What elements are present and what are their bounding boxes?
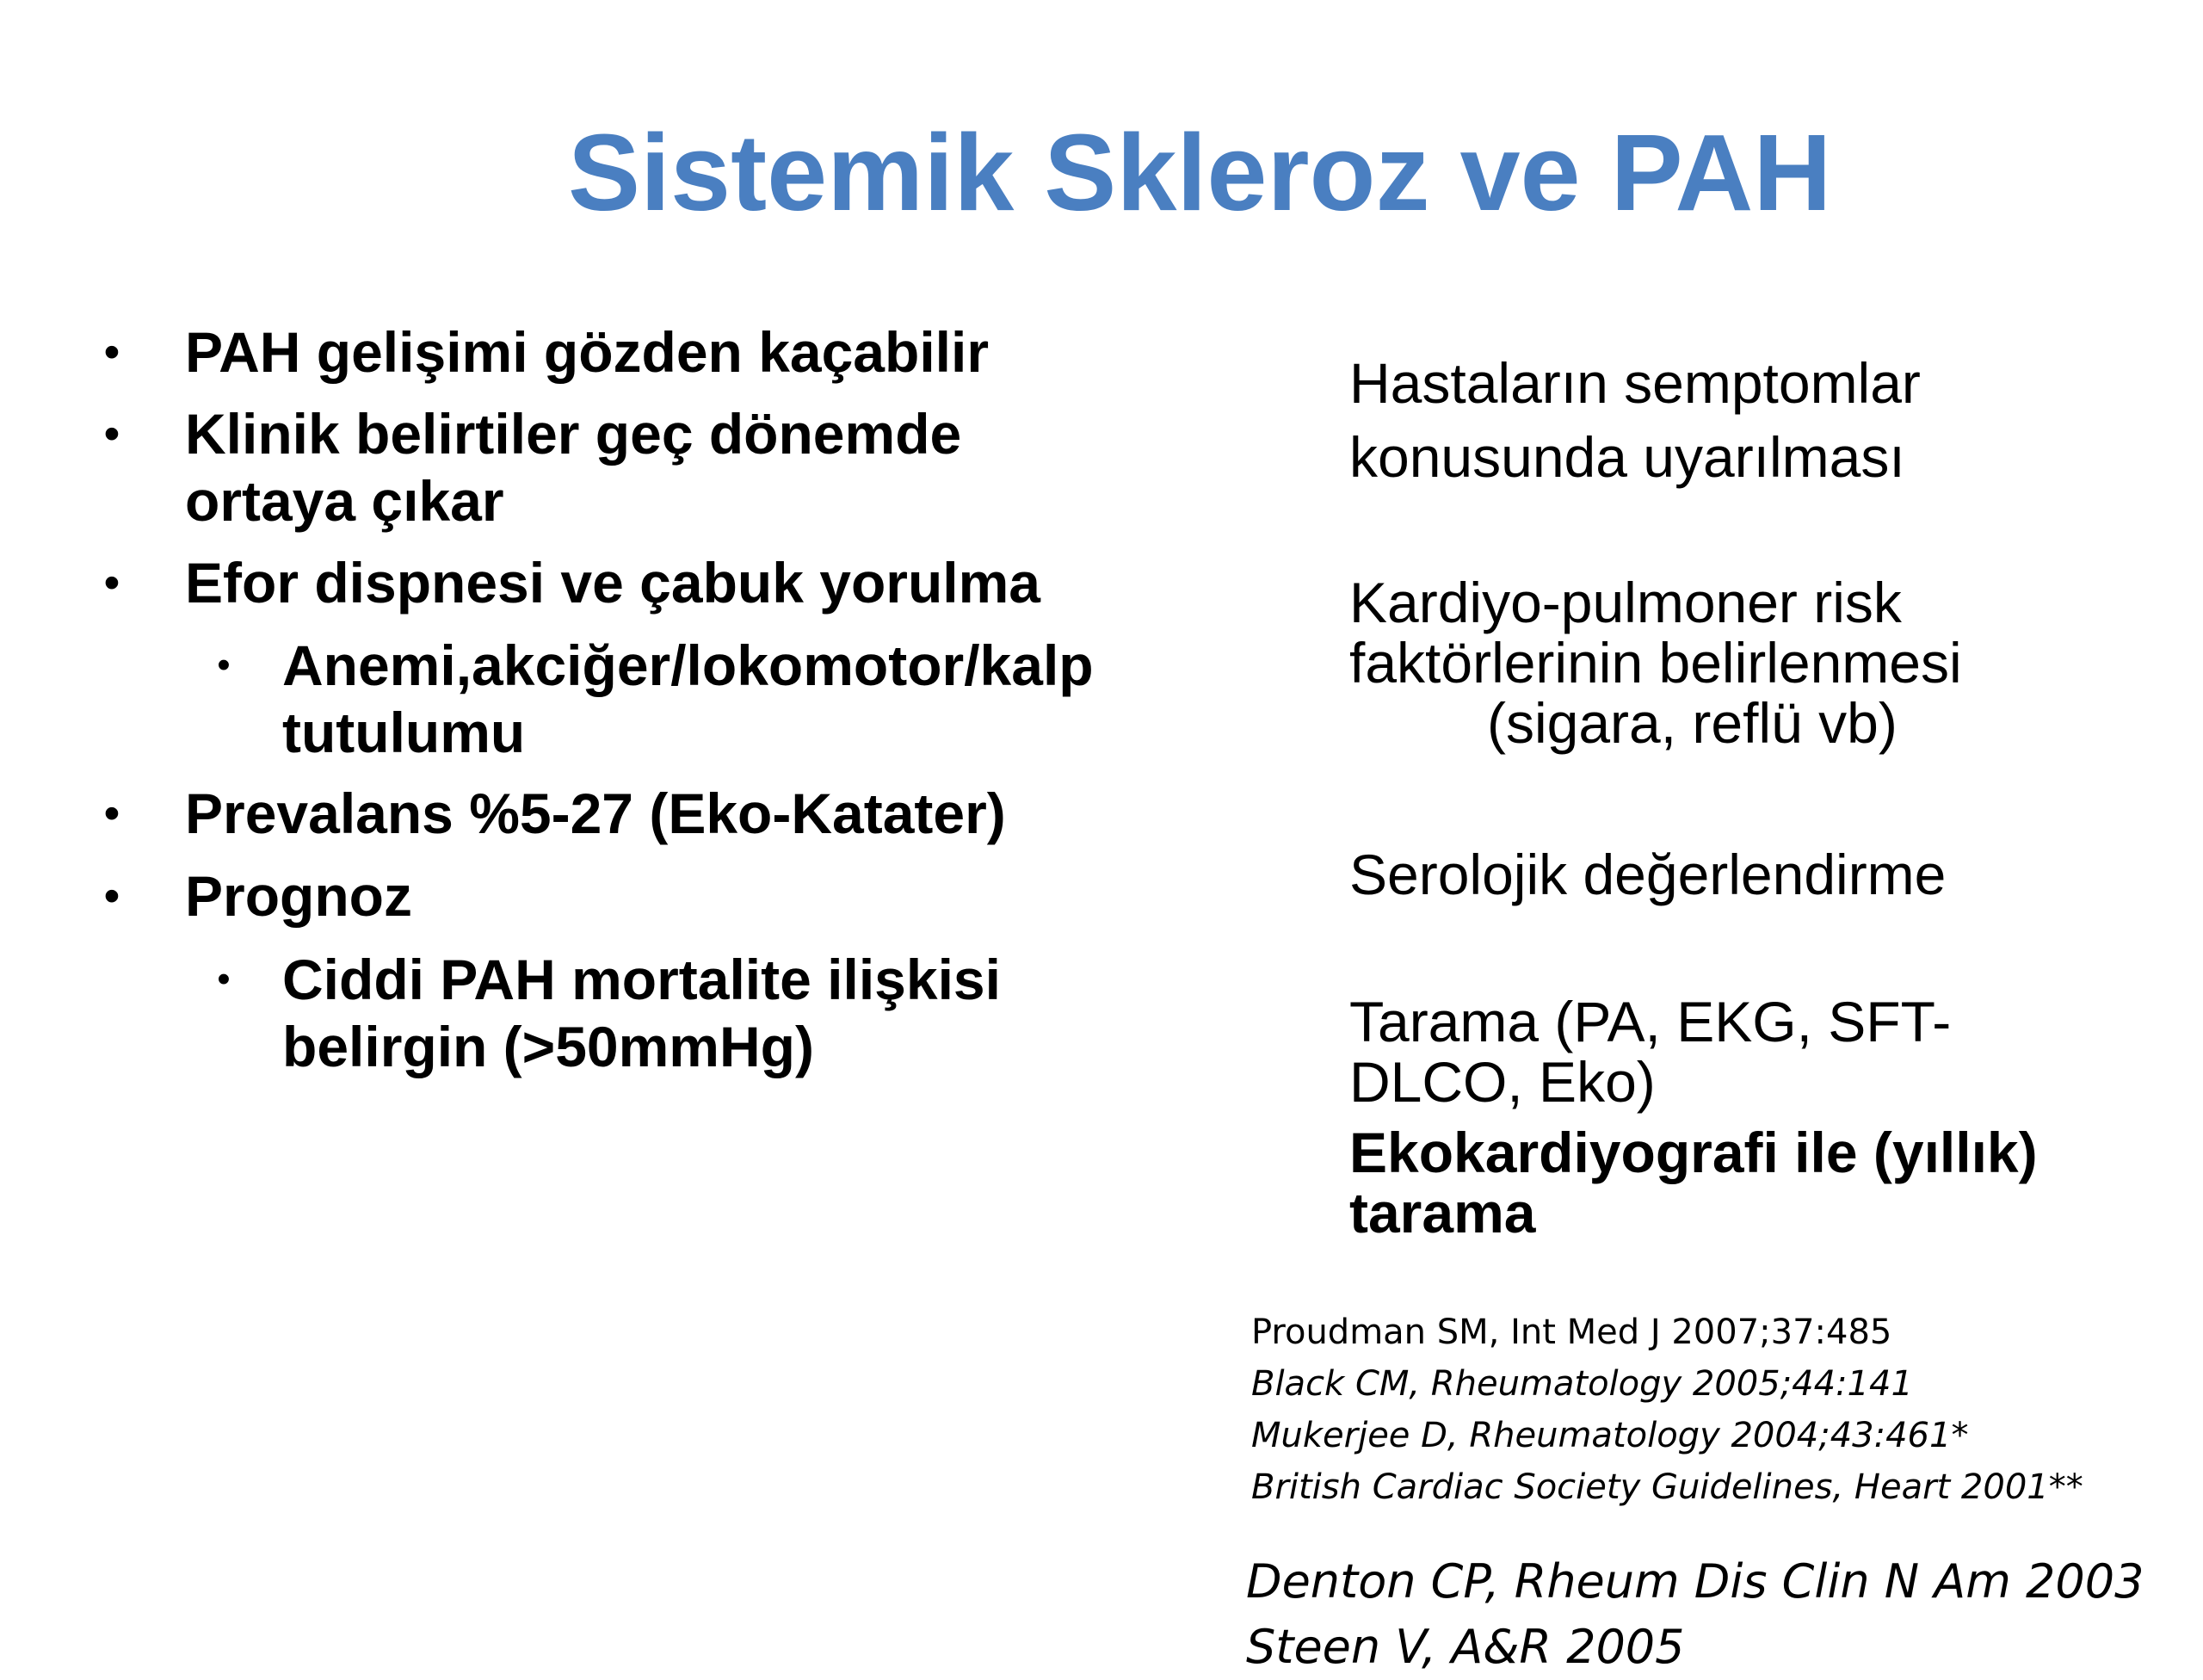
reference: Denton CP, Rheum Dis Clin N Am 2003 <box>1246 1554 2144 1609</box>
recommendation-line: (sigara, reflü vb) <box>1487 691 1898 755</box>
reference: Proudman SM, Int Med J 2007;37:485 <box>1251 1312 1892 1352</box>
recommendation-block <box>1349 572 2193 753</box>
bullet-item <box>95 549 1213 616</box>
bullet-marker: • <box>103 408 120 460</box>
recommendation-line: Kardiyo-pulmoner risk <box>1349 571 1902 634</box>
bullet-text: ortaya çıkar <box>185 469 504 533</box>
bullet-text: Efor dispnesi ve çabuk yorulma <box>185 551 1040 615</box>
bullet-marker: • <box>103 326 120 378</box>
bullet-marker: • <box>103 557 120 608</box>
bullet-text: Anemi,akciğer/lokomotor/kalp <box>282 633 1094 697</box>
recommendation-line: Tarama (PA, EKG, SFT- <box>1349 990 1952 1053</box>
bullet-item <box>95 780 1213 847</box>
bullet-text: belirgin (>50mmHg) <box>282 1015 814 1078</box>
recommendation-line: Serolojik değerlendirme <box>1349 843 1947 906</box>
reference: British Cardiac Society Guidelines, Heart 2001** <box>1251 1467 2083 1507</box>
bullet-marker: • <box>103 788 120 839</box>
left-bullet-list <box>0 0 1256 1291</box>
reference: Mukerjee D, Rheumatology 2004;43:461* <box>1251 1416 1969 1455</box>
reference: Steen V, A&R 2005 <box>1246 1620 1685 1674</box>
recommendation-block <box>1349 346 2193 494</box>
bullet-text: Prevalans %5-27 (Eko-Katater) <box>185 781 1006 845</box>
bullet-marker: • <box>217 958 231 1000</box>
bullet-text: tutulumu <box>282 701 526 764</box>
recommendation-block <box>1349 841 2193 908</box>
bullet-marker: • <box>217 644 231 686</box>
bullet-text: Ciddi PAH mortalite ilişkisi <box>282 948 1001 1011</box>
reference-list-large <box>1246 1549 2201 1680</box>
right-column <box>1349 0 2193 1291</box>
bullet-text: Prognoz <box>185 864 412 928</box>
reference-list <box>1251 1306 2198 1513</box>
sub-bullet-item <box>207 632 1256 766</box>
reference: Black CM, Rheumatology 2005;44:141 <box>1251 1364 1913 1404</box>
bullet-item <box>95 862 1213 930</box>
bullet-text: PAH gelişimi gözden kaçabilir <box>185 320 990 384</box>
bullet-text: Klinik belirtiler geç dönemde <box>185 402 962 466</box>
recommendation-block-emphasis <box>1349 1122 2193 1243</box>
slide-title: Sistemik Skleroz ve PAH <box>568 112 1832 233</box>
bullet-marker: • <box>103 870 120 922</box>
recommendation-line: konusunda uyarılması <box>1349 425 1905 489</box>
recommendation-line: faktörlerinin belirlenmesi <box>1349 631 1962 695</box>
recommendation-line: tarama <box>1349 1181 1536 1245</box>
recommendation-line: DLCO, Eko) <box>1349 1050 1656 1114</box>
bullet-item <box>95 318 1213 386</box>
recommendation-block <box>1349 991 2193 1112</box>
recommendation-line: Ekokardiyografi ile (yıllık) <box>1349 1121 2038 1184</box>
bullet-item <box>95 400 1213 534</box>
recommendation-line: Hastaların semptomlar <box>1349 351 1921 415</box>
sub-bullet-item <box>207 946 1256 1080</box>
